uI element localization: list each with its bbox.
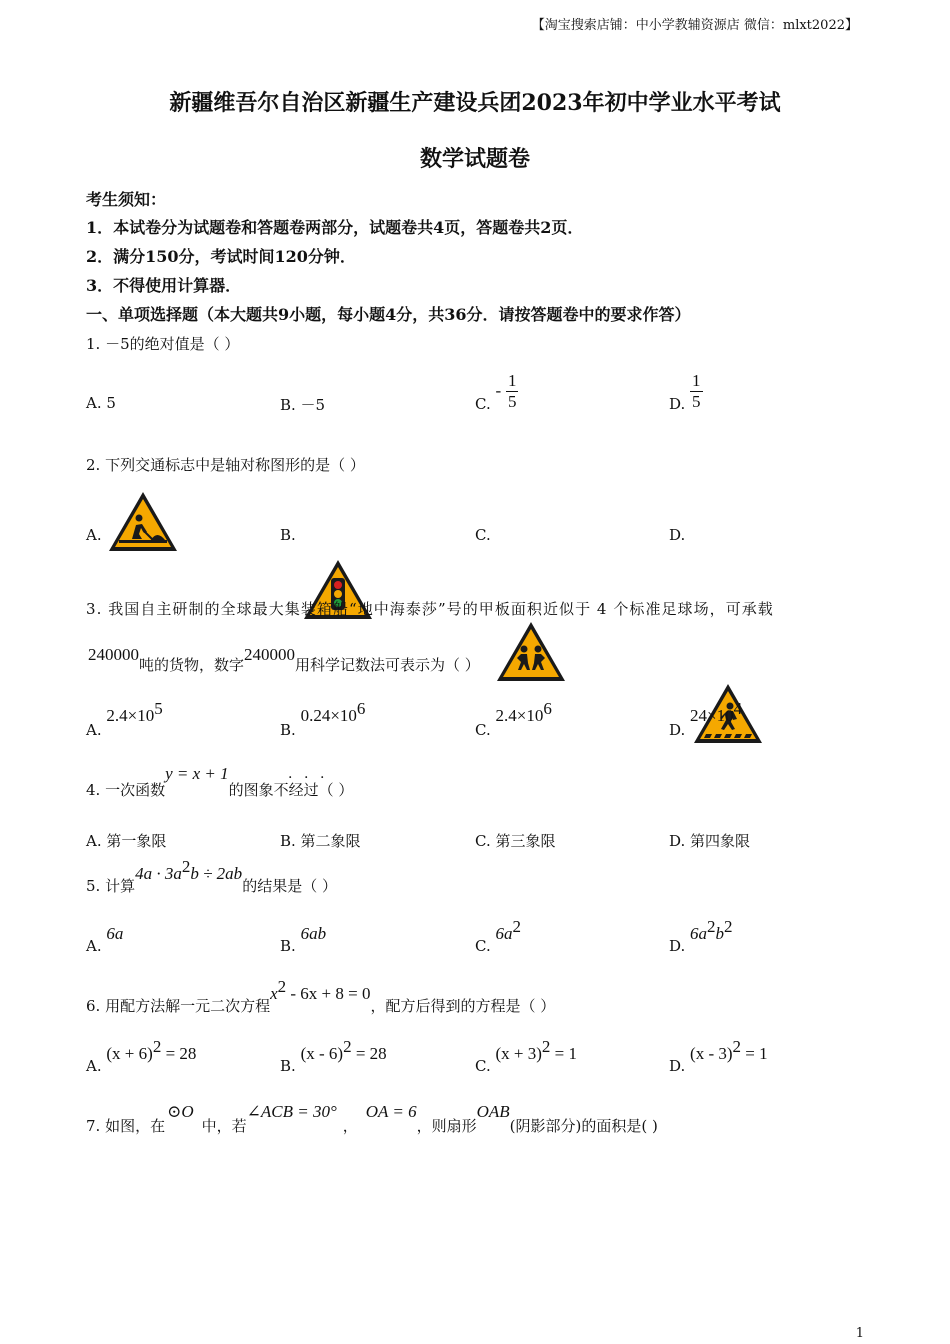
notice-item-1: 1．本试卷分为试题卷和答题卷两部分，试题卷共4页，答题卷共2页． [86,218,584,237]
exam-title: 新疆维吾尔自治区新疆生产建设兵团2023年初中学业水平考试 [169,90,781,116]
children-crossing-sign-icon [495,620,567,684]
q3-stem-line1: 3. 我国自主研制的全球最大集装箱船“地中海泰莎”号的甲板面积近似于 4 个标准足球场，可承载 [86,600,774,618]
q3-number-2: 240000 [244,645,296,664]
q7-angle: ∠ACB = 30° [246,1102,337,1121]
q1-stem: 1. －5的绝对值是（ ） [86,335,240,353]
option-label: B. [280,1057,296,1075]
option-value: 6a [690,924,708,943]
option-exponent: 2 [732,1037,742,1056]
option-label: C. [475,1057,491,1075]
option-exponent: 2 [724,917,733,936]
q6-prefix: 6. 用配方法解一元二次方程 [86,997,271,1015]
option-label: D. [669,937,686,955]
option-base: (x + 3) [495,1044,542,1063]
option-tail: = 1 [741,1044,768,1063]
q1-option-c [475,369,518,413]
q7-prefix: 7. 如图，在 [86,1117,166,1135]
emphasis-dot: . [288,766,293,782]
q3-stem-line2 [88,645,480,675]
q1-option-d-label: D. [669,395,686,413]
option-base: 24×10 [690,706,734,725]
q4-formula: y = x + 1 [165,764,229,783]
q4-option-a: A. 第一象限 [86,832,167,850]
q2-option-c-label: C. [475,526,491,544]
q5-exponent: 2 [181,857,191,876]
q7-suffix: (阴影部分)的面积是( ) [509,1117,658,1135]
option-value: 6a [106,924,124,943]
option-label: B. [280,721,296,739]
q6-option-a [86,1037,197,1075]
option-label: D. [669,721,686,739]
option-label: A. [86,1057,102,1075]
option-tail: = 28 [351,1044,387,1063]
q1-option-d [669,369,703,413]
q6-option-d [669,1037,768,1075]
option-exponent: 6 [543,699,552,718]
option-base: 0.24×10 [300,706,357,725]
q5-option-a [86,924,123,955]
option-label: B. [280,937,296,955]
q2-stem: 2. 下列交通标志中是轴对称图形的是（ ） [86,456,365,474]
option-base: (x + 6) [106,1044,153,1063]
q7-sector: OAB [476,1102,510,1121]
q7-text-2: ， [342,1117,358,1135]
q5-option-d [669,917,733,955]
q3-text-2: 用科学记数法可表示为（ ） [295,656,480,674]
q1-option-d-fraction [690,371,703,412]
q5-suffix: 的结果是（ ） [242,877,337,895]
emphasis-dot: . [320,766,325,782]
q1-option-c-label: C. [475,395,491,413]
option-value: b [715,924,725,943]
fraction-numerator: 1 [692,370,701,390]
q6-suffix: ，配方后得到的方程是（ ） [370,997,556,1015]
option-value: 6ab [300,924,327,943]
option-label: C. [475,721,491,739]
q3-text-1: 吨的货物，数字 [139,656,245,674]
q1-option-c-sign: - [495,381,502,400]
q7-radius: OA = 6 [365,1102,417,1121]
q3-option-a [86,699,163,739]
q6-exponent: 2 [277,977,287,996]
option-exponent: 2 [512,917,521,936]
option-base: (x - 6) [300,1044,344,1063]
option-value: 6a [495,924,513,943]
emphasis-dot: . [304,766,309,782]
q5-formula-2: b ÷ 2ab [190,864,243,883]
notice-item-3: 3．不得使用计算器． [86,276,242,295]
q4-stem [86,764,353,800]
q6-formula-2: - 6x + 8 = 0 [286,984,371,1003]
q4-option-d: D. 第四象限 [669,832,751,850]
q7-stem [86,1102,658,1136]
option-exponent: 2 [707,917,716,936]
option-exponent: 2 [541,1037,551,1056]
option-base: 2.4×10 [106,706,155,725]
q6-option-b [280,1037,387,1075]
q5-stem [86,857,337,896]
q6-option-c [475,1037,578,1075]
q5-prefix: 5. 计算 [86,877,136,895]
q7-text-1: 中，若 [201,1117,247,1135]
fraction-numerator: 1 [507,370,517,390]
option-exponent: 5 [154,699,163,718]
option-label: D. [669,1057,686,1075]
option-label: A. [86,721,102,739]
option-exponent: 2 [343,1037,352,1056]
exam-subtitle: 数学试题卷 [419,146,530,172]
option-tail: = 1 [550,1044,578,1063]
q5-option-c [475,917,521,955]
option-exponent: 6 [356,699,366,718]
q7-text-3: ，则扇形 [416,1117,477,1135]
q1-option-c-fraction [506,371,519,412]
option-label: A. [86,937,102,955]
q2-option-b-label: B. [280,526,296,544]
option-label: C. [475,937,491,955]
q4-suffix: 的图象不经过（ ） [228,781,354,799]
option-base: (x - 3) [690,1044,733,1063]
q2-option-d-label: D. [669,526,686,544]
q4-option-c: C. 第三象限 [475,832,556,850]
road-work-sign-icon [107,490,179,554]
notice-item-2: 2．满分150分，考试时间120分钟． [86,247,356,266]
section-heading: 一、单项选择题（本大题共9小题，每小题4分，共36分．请按答题卷中的要求作答） [86,305,691,324]
option-exponent: 4 [733,699,743,718]
option-base: 2.4×10 [495,706,544,725]
q5-formula-1: 4a · 3a [135,864,182,883]
option-exponent: 2 [152,1037,162,1056]
q3-number-1: 240000 [88,645,139,664]
q5-option-b [280,924,326,955]
header-note: 【淘宝搜索店铺：中小学教辅资源店 微信：mlxt2022】 [531,18,858,33]
q4-option-b: B. 第二象限 [280,832,361,850]
page-number: 1 [855,1326,864,1341]
q2-option-a-label: A. [86,526,102,544]
q4-prefix: 4. 一次函数 [86,781,166,799]
q1-option-a: A. 5 [86,394,116,412]
notice-heading: 考生须知： [86,190,167,209]
q3-option-d [669,699,743,739]
q6-formula-1: x [270,984,278,1003]
q3-option-c [475,699,552,739]
fraction-denominator: 5 [507,391,517,411]
q1-option-b: B. －5 [280,396,326,414]
fraction-denominator: 5 [692,391,701,411]
q6-stem [86,977,556,1016]
q7-circle-symbol: ⊙O [167,1102,194,1121]
option-tail: = 28 [161,1044,197,1063]
q3-option-b [280,699,366,739]
